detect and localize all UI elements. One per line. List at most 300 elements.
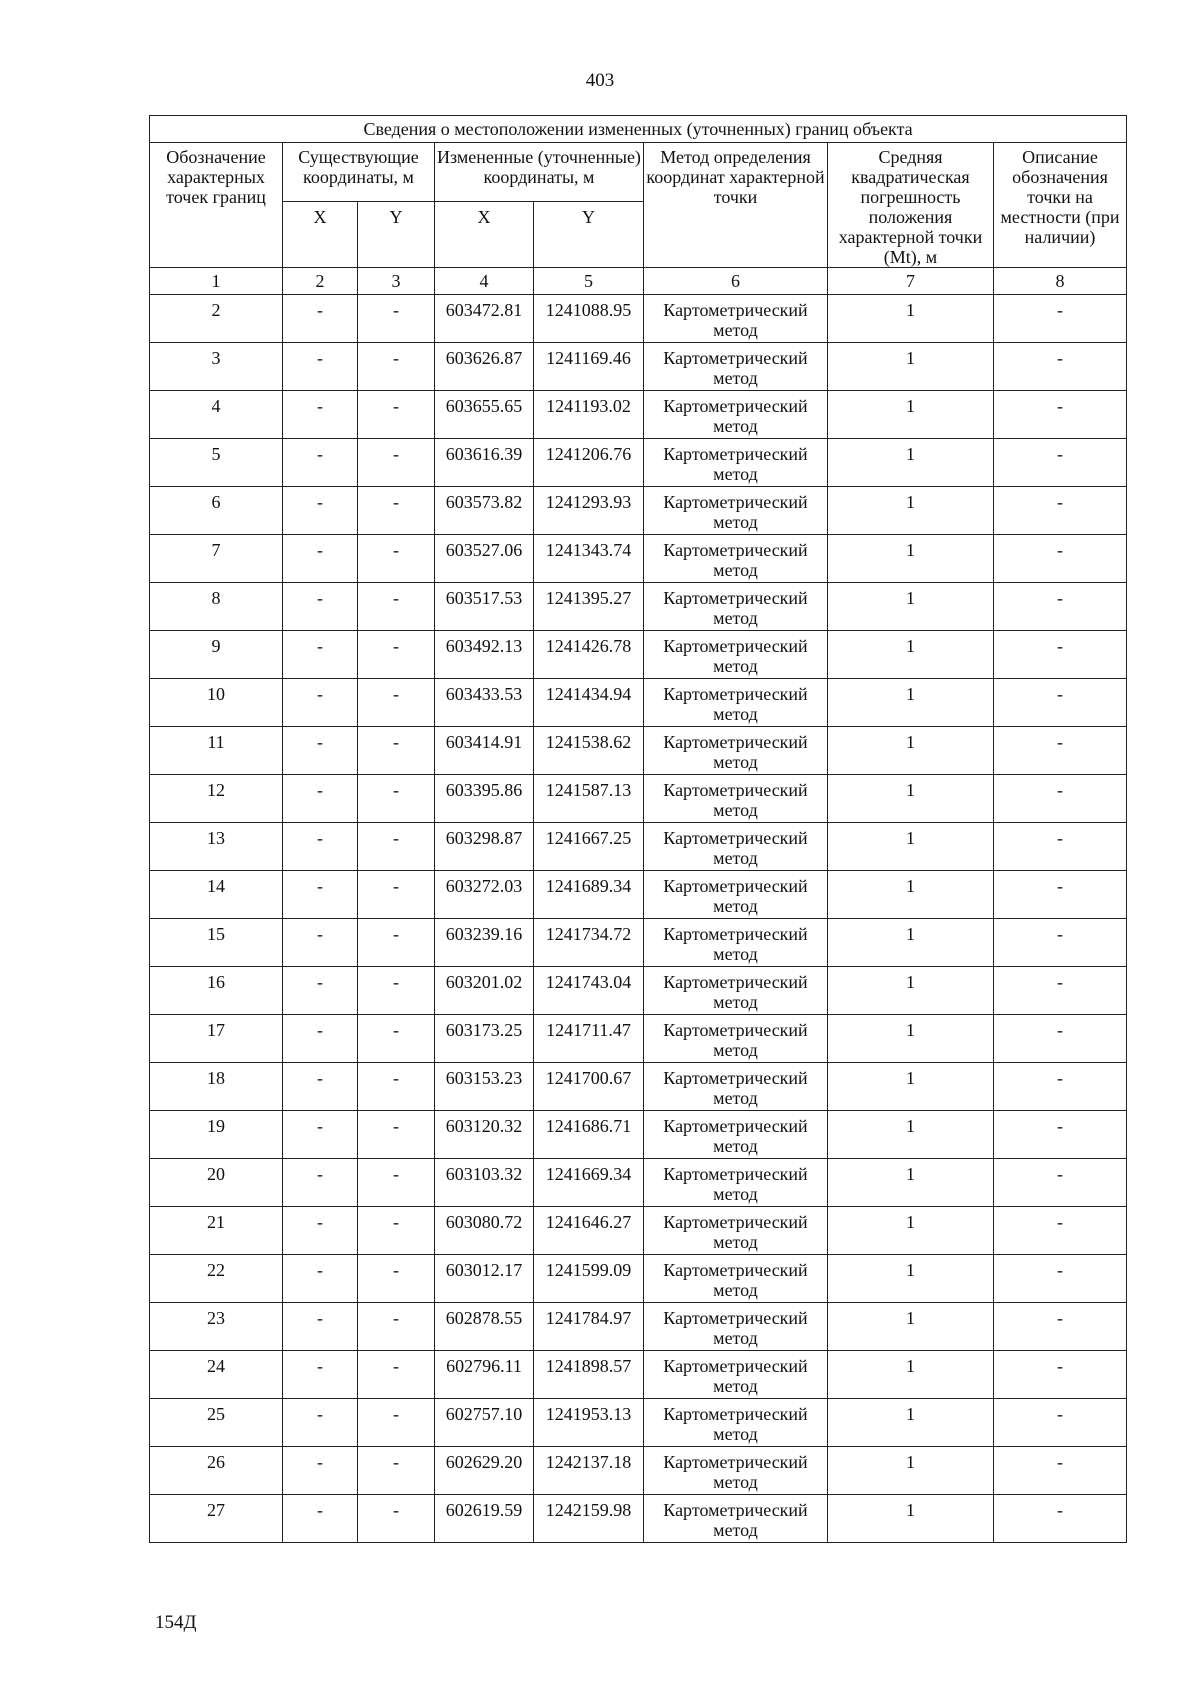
existing-x-cell: - [283, 631, 358, 679]
changed-x-cell: 603012.17 [435, 1255, 534, 1303]
method-cell [644, 1063, 828, 1111]
method-line1: Картометрический [663, 588, 808, 608]
method-line1: Картометрический [663, 348, 808, 368]
method-line2: метод [713, 752, 758, 772]
existing-y-cell: - [358, 295, 435, 343]
method-cell [644, 295, 828, 343]
column-number: 4 [435, 268, 534, 295]
method-line1: Картометрический [663, 396, 808, 416]
mean-square-error-cell: 1 [828, 1111, 994, 1159]
existing-y-cell: - [358, 1399, 435, 1447]
existing-x-cell: - [283, 1255, 358, 1303]
column-number: 7 [828, 268, 994, 295]
changed-x-cell: 603201.02 [435, 967, 534, 1015]
method-cell [644, 487, 828, 535]
changed-x-cell: 603527.06 [435, 535, 534, 583]
changed-y-cell: 1241434.94 [534, 679, 644, 727]
mean-square-error-cell: 1 [828, 391, 994, 439]
existing-x-cell: - [283, 535, 358, 583]
header-existing-y: Y [358, 202, 435, 268]
existing-x-cell: - [283, 775, 358, 823]
table-row [150, 823, 1127, 871]
method-line1: Картометрический [663, 876, 808, 896]
changed-x-cell: 603573.82 [435, 487, 534, 535]
changed-y-cell: 1241953.13 [534, 1399, 644, 1447]
changed-x-cell: 603153.23 [435, 1063, 534, 1111]
changed-x-cell: 602796.11 [435, 1351, 534, 1399]
mean-square-error-cell: 1 [828, 823, 994, 871]
mean-square-error-cell: 1 [828, 535, 994, 583]
method-cell [644, 583, 828, 631]
mean-square-error-cell: 1 [828, 1159, 994, 1207]
table-title: Сведения о местоположении измененных (уточненных) границ объекта [150, 116, 1127, 143]
description-cell: - [994, 1255, 1127, 1303]
existing-x-cell: - [283, 1303, 358, 1351]
method-cell [644, 1399, 828, 1447]
description-cell: - [994, 295, 1127, 343]
method-cell [644, 967, 828, 1015]
changed-y-cell: 1241898.57 [534, 1351, 644, 1399]
mean-square-error-cell: 1 [828, 631, 994, 679]
method-line1: Картометрический [663, 684, 808, 704]
mean-square-error-cell: 1 [828, 871, 994, 919]
changed-y-cell: 1241169.46 [534, 343, 644, 391]
table-row [150, 1159, 1127, 1207]
existing-y-cell: - [358, 1495, 435, 1543]
header-method: Метод определения координат характерной точки [644, 143, 828, 268]
existing-y-cell: - [358, 487, 435, 535]
changed-x-cell: 602619.59 [435, 1495, 534, 1543]
method-cell [644, 631, 828, 679]
description-cell: - [994, 871, 1127, 919]
column-number: 5 [534, 268, 644, 295]
existing-y-cell: - [358, 679, 435, 727]
method-line2: метод [713, 608, 758, 628]
method-line2: метод [713, 1424, 758, 1444]
method-line2: метод [713, 560, 758, 580]
method-line2: метод [713, 1376, 758, 1396]
point-cell: 26 [150, 1447, 283, 1495]
method-line2: метод [713, 416, 758, 436]
method-line1: Картометрический [663, 1020, 808, 1040]
header-description: Описание обозначения точки на местности (при наличии) [994, 143, 1127, 268]
changed-y-cell: 1241426.78 [534, 631, 644, 679]
changed-y-cell: 1241395.27 [534, 583, 644, 631]
method-cell [644, 823, 828, 871]
description-cell: - [994, 1159, 1127, 1207]
existing-x-cell: - [283, 1399, 358, 1447]
method-line2: метод [713, 704, 758, 724]
point-cell: 24 [150, 1351, 283, 1399]
column-number: 8 [994, 268, 1127, 295]
header-changed-coordinates: Измененные (уточненные) координаты, м [435, 143, 644, 202]
changed-x-cell: 602629.20 [435, 1447, 534, 1495]
point-cell: 4 [150, 391, 283, 439]
existing-y-cell: - [358, 775, 435, 823]
method-cell [644, 391, 828, 439]
changed-y-cell: 1241646.27 [534, 1207, 644, 1255]
changed-x-cell: 602878.55 [435, 1303, 534, 1351]
point-cell: 16 [150, 967, 283, 1015]
description-cell: - [994, 631, 1127, 679]
existing-y-cell: - [358, 919, 435, 967]
table-row [150, 583, 1127, 631]
existing-x-cell: - [283, 679, 358, 727]
method-cell [644, 439, 828, 487]
table-row [150, 631, 1127, 679]
existing-x-cell: - [283, 967, 358, 1015]
method-line1: Картометрический [663, 540, 808, 560]
point-cell: 10 [150, 679, 283, 727]
changed-y-cell: 1241206.76 [534, 439, 644, 487]
description-cell: - [994, 1111, 1127, 1159]
changed-y-cell: 1241734.72 [534, 919, 644, 967]
point-cell: 13 [150, 823, 283, 871]
method-line2: метод [713, 1088, 758, 1108]
changed-x-cell: 603517.53 [435, 583, 534, 631]
point-cell: 18 [150, 1063, 283, 1111]
method-cell [644, 1015, 828, 1063]
mean-square-error-cell: 1 [828, 1447, 994, 1495]
changed-y-cell: 1241193.02 [534, 391, 644, 439]
existing-x-cell: - [283, 439, 358, 487]
table-row [150, 1351, 1127, 1399]
mean-square-error-cell: 1 [828, 1207, 994, 1255]
column-number-row [150, 268, 1127, 295]
mean-square-error-cell: 1 [828, 295, 994, 343]
point-cell: 9 [150, 631, 283, 679]
table-row [150, 295, 1127, 343]
mean-square-error-cell: 1 [828, 1255, 994, 1303]
method-cell [644, 1351, 828, 1399]
changed-x-cell: 602757.10 [435, 1399, 534, 1447]
description-cell: - [994, 1207, 1127, 1255]
table-row [150, 439, 1127, 487]
description-cell: - [994, 679, 1127, 727]
column-number: 3 [358, 268, 435, 295]
point-cell: 11 [150, 727, 283, 775]
method-cell [644, 1303, 828, 1351]
mean-square-error-cell: 1 [828, 1351, 994, 1399]
header-point: Обозначение характерных точек границ [150, 143, 283, 268]
existing-y-cell: - [358, 1255, 435, 1303]
method-line1: Картометрический [663, 636, 808, 656]
mean-square-error-cell: 1 [828, 583, 994, 631]
column-number: 6 [644, 268, 828, 295]
description-cell: - [994, 967, 1127, 1015]
description-cell: - [994, 535, 1127, 583]
point-cell: 14 [150, 871, 283, 919]
changed-x-cell: 603655.65 [435, 391, 534, 439]
existing-y-cell: - [358, 1303, 435, 1351]
point-cell: 12 [150, 775, 283, 823]
point-cell: 25 [150, 1399, 283, 1447]
point-cell: 27 [150, 1495, 283, 1543]
existing-x-cell: - [283, 1351, 358, 1399]
description-cell: - [994, 919, 1127, 967]
table-body [150, 295, 1127, 1543]
changed-y-cell: 1241587.13 [534, 775, 644, 823]
existing-y-cell: - [358, 1111, 435, 1159]
table-row [150, 727, 1127, 775]
description-cell: - [994, 1303, 1127, 1351]
existing-y-cell: - [358, 439, 435, 487]
method-line2: метод [713, 800, 758, 820]
table-row [150, 679, 1127, 727]
method-line1: Картометрический [663, 1308, 808, 1328]
method-line2: метод [713, 464, 758, 484]
description-cell: - [994, 1495, 1127, 1543]
table-row [150, 487, 1127, 535]
existing-y-cell: - [358, 535, 435, 583]
point-cell: 8 [150, 583, 283, 631]
changed-y-cell: 1241700.67 [534, 1063, 644, 1111]
method-line1: Картометрический [663, 1164, 808, 1184]
mean-square-error-cell: 1 [828, 775, 994, 823]
method-line1: Картометрический [663, 1404, 808, 1424]
method-line2: метод [713, 1280, 758, 1300]
method-line2: метод [713, 1520, 758, 1540]
description-cell: - [994, 1399, 1127, 1447]
method-cell [644, 679, 828, 727]
changed-x-cell: 603080.72 [435, 1207, 534, 1255]
description-cell: - [994, 775, 1127, 823]
changed-y-cell: 1241711.47 [534, 1015, 644, 1063]
method-line2: метод [713, 512, 758, 532]
method-cell [644, 1495, 828, 1543]
changed-x-cell: 603616.39 [435, 439, 534, 487]
changed-x-cell: 603414.91 [435, 727, 534, 775]
existing-y-cell: - [358, 1015, 435, 1063]
method-line1: Картометрический [663, 1452, 808, 1472]
method-line2: метод [713, 320, 758, 340]
description-cell: - [994, 583, 1127, 631]
description-cell: - [994, 391, 1127, 439]
mean-square-error-cell: 1 [828, 487, 994, 535]
method-cell [644, 1207, 828, 1255]
table-row [150, 1207, 1127, 1255]
mean-square-error-cell: 1 [828, 1399, 994, 1447]
point-cell: 19 [150, 1111, 283, 1159]
existing-x-cell: - [283, 871, 358, 919]
changed-x-cell: 603272.03 [435, 871, 534, 919]
changed-x-cell: 603239.16 [435, 919, 534, 967]
changed-y-cell: 1241343.74 [534, 535, 644, 583]
changed-x-cell: 603626.87 [435, 343, 534, 391]
method-cell [644, 919, 828, 967]
method-cell [644, 727, 828, 775]
changed-y-cell: 1242137.18 [534, 1447, 644, 1495]
existing-y-cell: - [358, 1447, 435, 1495]
changed-y-cell: 1241599.09 [534, 1255, 644, 1303]
table-row [150, 391, 1127, 439]
method-line1: Картометрический [663, 924, 808, 944]
existing-y-cell: - [358, 583, 435, 631]
existing-y-cell: - [358, 1159, 435, 1207]
mean-square-error-cell: 1 [828, 1495, 994, 1543]
method-line2: метод [713, 1328, 758, 1348]
description-cell: - [994, 1015, 1127, 1063]
point-cell: 17 [150, 1015, 283, 1063]
table-row [150, 775, 1127, 823]
existing-x-cell: - [283, 1159, 358, 1207]
changed-x-cell: 603492.13 [435, 631, 534, 679]
method-line2: метод [713, 896, 758, 916]
mean-square-error-cell: 1 [828, 343, 994, 391]
existing-y-cell: - [358, 343, 435, 391]
method-line2: метод [713, 368, 758, 388]
changed-y-cell: 1242159.98 [534, 1495, 644, 1543]
table-row [150, 1399, 1127, 1447]
existing-y-cell: - [358, 1063, 435, 1111]
header-existing-x: X [283, 202, 358, 268]
point-cell: 6 [150, 487, 283, 535]
existing-x-cell: - [283, 583, 358, 631]
existing-x-cell: - [283, 1063, 358, 1111]
table-row [150, 967, 1127, 1015]
changed-x-cell: 603472.81 [435, 295, 534, 343]
method-cell [644, 1447, 828, 1495]
description-cell: - [994, 343, 1127, 391]
changed-x-cell: 603298.87 [435, 823, 534, 871]
existing-x-cell: - [283, 823, 358, 871]
method-line1: Картометрический [663, 1500, 808, 1520]
point-cell: 7 [150, 535, 283, 583]
existing-y-cell: - [358, 967, 435, 1015]
method-line1: Картометрический [663, 492, 808, 512]
point-cell: 21 [150, 1207, 283, 1255]
description-cell: - [994, 727, 1127, 775]
existing-x-cell: - [283, 919, 358, 967]
description-cell: - [994, 487, 1127, 535]
footer-code: 154Д [155, 1612, 197, 1633]
existing-y-cell: - [358, 391, 435, 439]
mean-square-error-cell: 1 [828, 439, 994, 487]
changed-y-cell: 1241669.34 [534, 1159, 644, 1207]
method-line1: Картометрический [663, 1116, 808, 1136]
header-changed-x: X [435, 202, 534, 268]
existing-x-cell: - [283, 487, 358, 535]
description-cell: - [994, 823, 1127, 871]
method-line2: метод [713, 656, 758, 676]
existing-y-cell: - [358, 727, 435, 775]
method-line1: Картометрический [663, 1212, 808, 1232]
changed-y-cell: 1241784.97 [534, 1303, 644, 1351]
point-cell: 5 [150, 439, 283, 487]
existing-x-cell: - [283, 391, 358, 439]
method-line2: метод [713, 1472, 758, 1492]
method-cell [644, 775, 828, 823]
changed-y-cell: 1241686.71 [534, 1111, 644, 1159]
method-cell [644, 1255, 828, 1303]
description-cell: - [994, 1063, 1127, 1111]
point-cell: 23 [150, 1303, 283, 1351]
existing-x-cell: - [283, 1447, 358, 1495]
method-line2: метод [713, 1232, 758, 1252]
existing-x-cell: - [283, 1111, 358, 1159]
method-line1: Картометрический [663, 1260, 808, 1280]
method-line1: Картометрический [663, 828, 808, 848]
changed-y-cell: 1241088.95 [534, 295, 644, 343]
method-line2: метод [713, 848, 758, 868]
description-cell: - [994, 439, 1127, 487]
column-number: 1 [150, 268, 283, 295]
point-cell: 2 [150, 295, 283, 343]
existing-x-cell: - [283, 1015, 358, 1063]
mean-square-error-cell: 1 [828, 1303, 994, 1351]
existing-y-cell: - [358, 631, 435, 679]
description-cell: - [994, 1447, 1127, 1495]
existing-x-cell: - [283, 727, 358, 775]
changed-y-cell: 1241538.62 [534, 727, 644, 775]
point-cell: 22 [150, 1255, 283, 1303]
method-line2: метод [713, 944, 758, 964]
existing-y-cell: - [358, 871, 435, 919]
description-cell: - [994, 1351, 1127, 1399]
table-row [150, 1063, 1127, 1111]
existing-y-cell: - [358, 1351, 435, 1399]
table-row [150, 343, 1127, 391]
existing-x-cell: - [283, 343, 358, 391]
method-cell [644, 871, 828, 919]
boundary-coordinates-table [149, 115, 1127, 1543]
existing-y-cell: - [358, 823, 435, 871]
point-cell: 3 [150, 343, 283, 391]
existing-x-cell: - [283, 1495, 358, 1543]
table-row [150, 1255, 1127, 1303]
table-row [150, 919, 1127, 967]
table-row [150, 1015, 1127, 1063]
existing-y-cell: - [358, 1207, 435, 1255]
point-cell: 20 [150, 1159, 283, 1207]
mean-square-error-cell: 1 [828, 1015, 994, 1063]
method-line1: Картометрический [663, 300, 808, 320]
method-line1: Картометрический [663, 1068, 808, 1088]
changed-y-cell: 1241743.04 [534, 967, 644, 1015]
table-row [150, 1447, 1127, 1495]
mean-square-error-cell: 1 [828, 1063, 994, 1111]
method-cell [644, 1111, 828, 1159]
changed-x-cell: 603120.32 [435, 1111, 534, 1159]
method-cell [644, 1159, 828, 1207]
existing-x-cell: - [283, 1207, 358, 1255]
changed-x-cell: 603103.32 [435, 1159, 534, 1207]
point-cell: 15 [150, 919, 283, 967]
page-number: 403 [585, 70, 615, 91]
changed-y-cell: 1241293.93 [534, 487, 644, 535]
table-row [150, 535, 1127, 583]
table-row [150, 871, 1127, 919]
changed-x-cell: 603395.86 [435, 775, 534, 823]
changed-x-cell: 603433.53 [435, 679, 534, 727]
table-row [150, 1495, 1127, 1543]
method-line2: метод [713, 1040, 758, 1060]
method-cell [644, 343, 828, 391]
changed-y-cell: 1241689.34 [534, 871, 644, 919]
method-cell [644, 535, 828, 583]
header-changed-y: Y [534, 202, 644, 268]
mean-square-error-cell: 1 [828, 967, 994, 1015]
header-existing-coordinates: Существующие координаты, м [283, 143, 435, 202]
table-row [150, 1111, 1127, 1159]
mean-square-error-cell: 1 [828, 919, 994, 967]
existing-x-cell: - [283, 295, 358, 343]
method-line2: метод [713, 992, 758, 1012]
method-line1: Картометрический [663, 780, 808, 800]
method-line1: Картометрический [663, 732, 808, 752]
mean-square-error-cell: 1 [828, 679, 994, 727]
method-line2: метод [713, 1136, 758, 1156]
